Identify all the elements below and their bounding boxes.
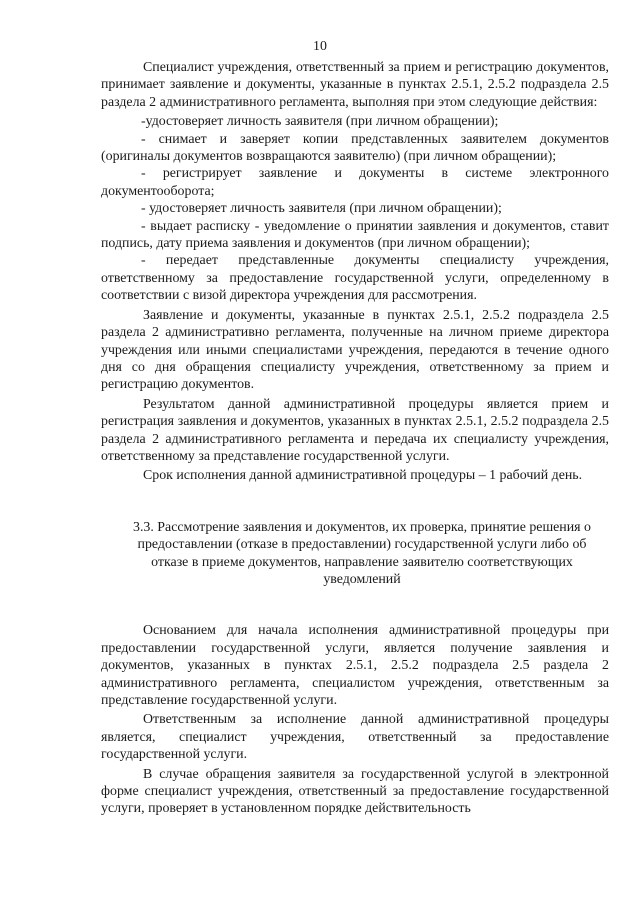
page-number: 10	[313, 39, 327, 54]
paragraph-deadline: Срок исполнения данной административной процедуры – 1 рабочий день.	[143, 468, 583, 484]
list-item-transfer: - передает представленные документы специалисту учреждения, ответственному за предоставление государственной услуги, определенному в соответствии с визой директора учреждения для рассмотрения.	[101, 253, 609, 304]
document-body	[101, 59, 609, 818]
paragraph-result: Результатом данной административной процедуры является прием и регистрация заявления и документов, указанных в пунктах 2.5.1, 2.5.2 подраздела 2.5 раздела 2 административного регламента и передача их специалисту учреждения, ответственному за представление государственной услуги.	[101, 396, 609, 464]
paragraph-intake-specialist: Специалист учреждения, ответственный за прием и регистрацию документов, принимает заявление и документы, указанные в пунктах 2.5.1, 2.5.2 подраздела 2.5 раздела 2 административного регламента, выполняя при этом следующие действия:	[101, 60, 609, 110]
list-item-receipt: - выдает расписку - уведомление о принятии заявления и документов, ставит подпись, дату приема заявления и документов (при личном обращении);	[101, 218, 609, 252]
spacer	[101, 588, 609, 622]
list-item-verify-identity: -удостоверяет личность заявителя (при личном обращении);	[141, 114, 499, 130]
list-item-verify-identity-2: - удостоверяет личность заявителя (при личном обращении);	[141, 201, 502, 217]
paragraph-documents-received: Заявление и документы, указанные в пунктах 2.5.1, 2.5.2 подраздела 2.5 раздела 2 административно регламента, полученные на личном приеме директора учреждения или иными специалистами учреждения, передаются в течение одного дня со дня обращения специалисту учреждения, ответственному за прием и регистрацию документов.	[101, 307, 609, 393]
list-item-copies: - снимает и заверяет копии представленных заявителем документов (оригиналы документов возвращаются заявителю) (при личном обращении);	[101, 131, 609, 165]
paragraph-basis: Основанием для начала исполнения административной процедуры при предоставлении государственной услуги, является получение заявления и документов, указанных в пунктах 2.5.1, 2.5.2 подраздела 2.5 раздела 2 административного регламента, специалистом учреждения, ответственным за представление государственной услуги.	[101, 623, 609, 708]
paragraph-responsible: Ответственным за исполнение данной административной процедуры является, специалист учреждения, ответственный за предоставление государственной услуги.	[101, 712, 609, 763]
list-item-register: - регистрирует заявление и документы в системе электронного документооборота;	[101, 166, 609, 199]
section-heading: 3.3. Рассмотрение заявления и документов, их проверка, принятие решения о предоставлении (отказе в предоставлении) государственной услуги либо об отказе в приеме документов, направление заявителю соответствующих уведомлений	[133, 519, 591, 587]
paragraph-electronic: В случае обращения заявителя за государственной услугой в электронной форме специалист учреждения, ответственный за предоставление государственной услуги, проверяет в установленном порядке действительность	[101, 766, 609, 817]
